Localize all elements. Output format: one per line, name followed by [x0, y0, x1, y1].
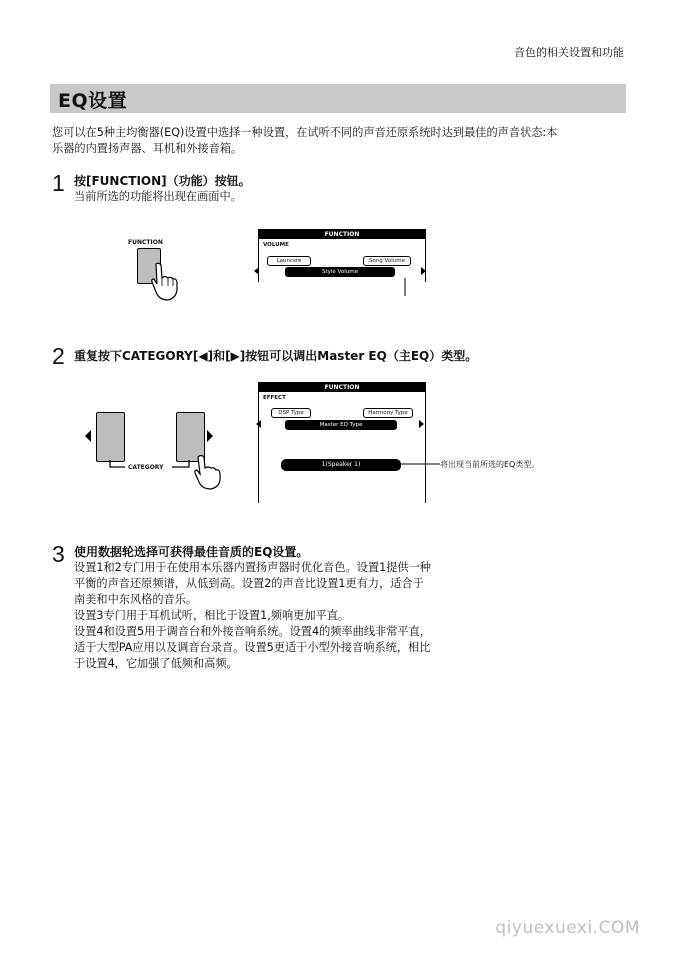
- step-1-heading: 按[FUNCTION]（功能）按钮。: [74, 174, 251, 188]
- step-3-heading: 使用数据轮选择可获得最佳音质的EQ设置。: [74, 545, 309, 559]
- step-3-line: 设置3专门用于耳机试听，相比于设置1,频响更加平直。: [74, 609, 350, 622]
- lcd-left-item: DSP Type: [271, 408, 311, 418]
- page-title: EQ设置: [58, 90, 128, 112]
- lcd-right-item: Song Volume: [363, 256, 411, 266]
- lcd-center-item: Style Volume: [285, 267, 395, 277]
- lcd-2-decorations: [250, 412, 450, 472]
- lcd-right-arrow-icon: [419, 420, 424, 428]
- lcd-left-arrow-icon: [254, 267, 259, 275]
- lcd-center-item: Master EQ Type: [285, 420, 397, 430]
- intro-line: 您可以在5种主均衡器(EQ)设置中选择一种设置，在试听不同的声音还原系统时达到最佳的声音状态:本: [52, 126, 558, 139]
- lcd-group-label: VOLUME: [263, 242, 289, 248]
- lcd-title: FUNCTION: [259, 383, 425, 392]
- category-decorations: [80, 405, 230, 490]
- lcd-group-label: EFFECT: [263, 395, 286, 401]
- step-3-line: 于设置4，它加强了低频和高频。: [74, 657, 238, 670]
- category-left-arrow-icon: [85, 430, 91, 442]
- lcd-right-arrow-icon: [421, 267, 426, 275]
- step-3-line: 南美和中东风格的音乐。: [74, 593, 198, 606]
- pressing-hand-icon: [195, 456, 220, 490]
- lcd-value: 1(Speaker 1): [281, 459, 401, 471]
- pressing-hand-icon: [148, 262, 182, 302]
- lcd-right-item: Harmony Type: [363, 408, 413, 418]
- function-button-label: FUNCTION: [128, 239, 163, 246]
- category-label: CATEGORY: [128, 464, 164, 471]
- step-3-number: 3: [52, 541, 65, 567]
- step-2-heading: 重复按下CATEGORY[◀]和[▶]按钮可以调出Master EQ（主EQ）类型。: [74, 349, 478, 363]
- lcd-annotation: 将出现当前所选的EQ类型。: [440, 460, 540, 469]
- title-bar: [50, 84, 626, 113]
- step-1-description: 当前所选的功能将出现在画面中。: [74, 190, 242, 203]
- step-1-number: 1: [52, 170, 65, 196]
- step-3-line: 适于大型PA应用以及调音台录音。设置5更适于小型外接音响系统，相比: [74, 641, 431, 654]
- intro-line: 乐器的内置扬声器、耳机和外接音箱。: [52, 142, 243, 155]
- category-right-arrow-icon: [207, 430, 213, 442]
- watermark: qiyuexuexi.COM: [495, 918, 640, 938]
- lcd-1-decorations: [250, 228, 430, 298]
- lcd-left-item: Launcsre: [267, 256, 311, 266]
- step-3-line: 设置1和2专门用于在使用本乐器内置扬声器时优化音色。设置1提供一种: [74, 561, 431, 574]
- section-header: 音色的相关设置和功能: [514, 46, 624, 59]
- lcd-title: FUNCTION: [259, 230, 425, 239]
- step-3-line: 设置4和设置5用于调音台和外接音响系统。设置4的频率曲线非常平直，: [74, 625, 431, 638]
- step-2-number: 2: [52, 343, 65, 369]
- step-3-line: 平衡的声音还原频谱，从低到高。设置2的声音比设置1更有力，适合于: [74, 577, 424, 590]
- intro-paragraph: [52, 125, 628, 157]
- lcd-left-arrow-icon: [256, 420, 261, 428]
